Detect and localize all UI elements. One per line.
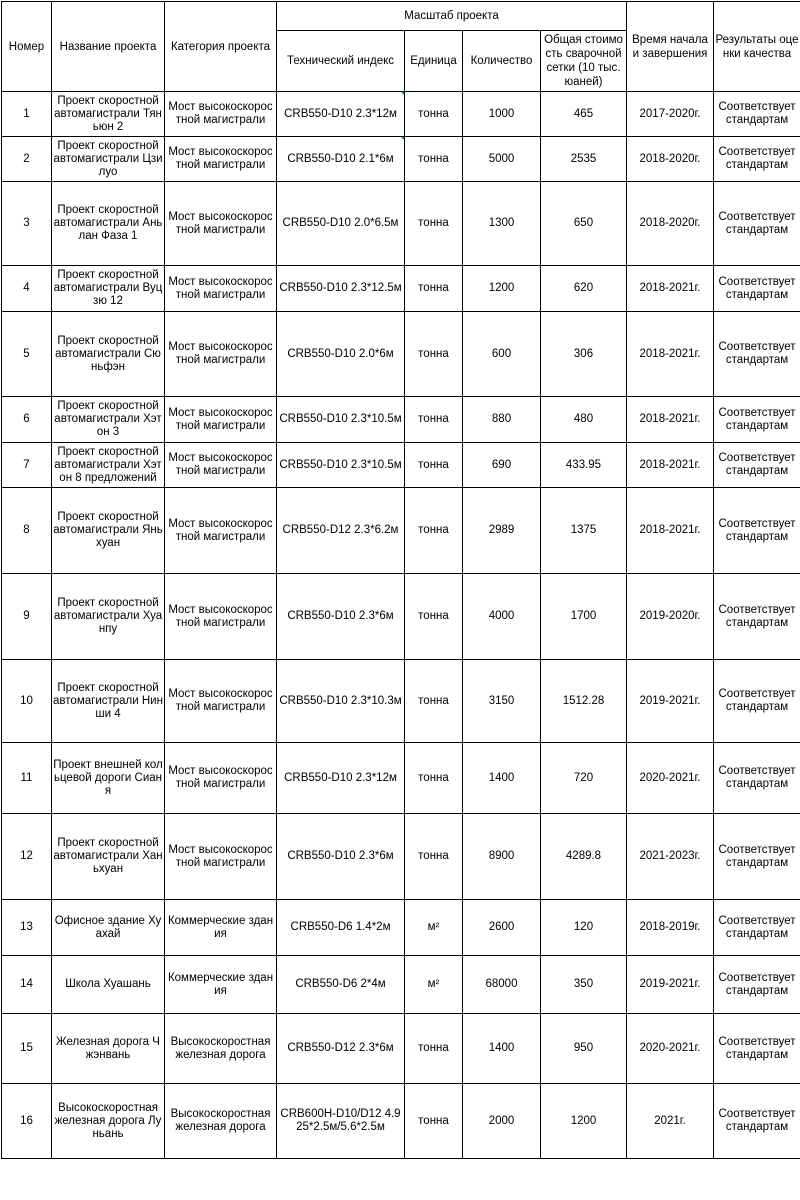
cell-cost: 1512.28	[541, 660, 627, 743]
cell-time: 2018-2021г.	[627, 397, 714, 443]
table-row	[2, 312, 800, 397]
cell-quantity: 1400	[463, 1014, 541, 1084]
cell-cost: 620	[541, 266, 627, 312]
cell-project-name: Проект скоростной автомагистрали Цзилуо	[52, 137, 165, 182]
cell-category: Мост высокоскоростной магистрали	[165, 443, 277, 488]
cell-tech-index: CRB600H-D10/D12 4.925*2.5м/5.6*2.5м	[277, 1084, 405, 1159]
table-row	[2, 660, 800, 743]
cell-tech-index: CRB550-D10 2.0*6м	[277, 312, 405, 397]
cell-category: Мост высокоскоростной магистрали	[165, 92, 277, 137]
cell-unit: тонна	[405, 814, 463, 900]
cell-number: 1	[2, 92, 52, 137]
table-row	[2, 1014, 800, 1084]
table-row	[2, 443, 800, 488]
cell-time: 2018-2021г.	[627, 266, 714, 312]
header-total-cost: Общая стоимость сварочной сетки (10 тыс. юаней)	[541, 31, 627, 92]
cell-tech-index: CRB550-D10 2.3*12.5м	[277, 266, 405, 312]
cell-quantity: 1400	[463, 743, 541, 814]
cell-tech-index: CRB550-D12 2.3*6.2м	[277, 488, 405, 574]
cell-cost: 480	[541, 397, 627, 443]
header-tech-index: Технический индекс	[277, 31, 405, 92]
cell-number: 5	[2, 312, 52, 397]
cell-time: 2018-2019г.	[627, 900, 714, 956]
cell-cost: 1700	[541, 574, 627, 660]
cell-unit: тонна	[405, 312, 463, 397]
cell-project-name: Проект скоростной автомагистрали Вуцзю 12	[52, 266, 165, 312]
cell-category: Коммерческие здания	[165, 900, 277, 956]
header-quantity: Количество	[463, 31, 541, 92]
cell-quality: Соответствует стандартам	[714, 443, 800, 488]
cell-project-name: Проект скоростной автомагистрали Тяньюн 2	[52, 92, 165, 137]
table-row	[2, 1084, 800, 1159]
header-time: Время начала и завершения	[627, 2, 714, 92]
cell-tech-index: CRB550-D10 2.3*12м	[277, 92, 405, 137]
table-row	[2, 814, 800, 900]
cell-unit: тонна	[405, 92, 463, 137]
cell-quality: Соответствует стандартам	[714, 137, 800, 182]
table-row	[2, 743, 800, 814]
cell-category: Мост высокоскоростной магистрали	[165, 397, 277, 443]
cell-time: 2018-2020г.	[627, 182, 714, 266]
cell-quantity: 600	[463, 312, 541, 397]
cell-number: 14	[2, 956, 52, 1014]
cell-cost: 720	[541, 743, 627, 814]
cell-number: 9	[2, 574, 52, 660]
cell-quality: Соответствует стандартам	[714, 92, 800, 137]
cell-number: 16	[2, 1084, 52, 1159]
cell-quality: Соответствует стандартам	[714, 660, 800, 743]
cell-category: Высокоскоростная железная дорога	[165, 1084, 277, 1159]
cell-number: 7	[2, 443, 52, 488]
cell-time: 2018-2021г.	[627, 488, 714, 574]
cell-tech-index: CRB550-D10 2.3*10.5м	[277, 443, 405, 488]
cell-unit: тонна	[405, 443, 463, 488]
cell-quality: Соответствует стандартам	[714, 814, 800, 900]
cell-quantity: 2000	[463, 1084, 541, 1159]
cell-number: 15	[2, 1014, 52, 1084]
cell-category: Мост высокоскоростной магистрали	[165, 574, 277, 660]
cell-category: Мост высокоскоростной магистрали	[165, 266, 277, 312]
cell-project-name: Проект скоростной автомагистрали Яньхуан	[52, 488, 165, 574]
cell-category: Коммерческие здания	[165, 956, 277, 1014]
cell-quality: Соответствует стандартам	[714, 266, 800, 312]
cell-tech-index: CRB550-D6 2*4м	[277, 956, 405, 1014]
table-row	[2, 900, 800, 956]
cell-project-name: Офисное здание Хуахай	[52, 900, 165, 956]
cell-unit: тонна	[405, 660, 463, 743]
cell-time: 2019-2021г.	[627, 956, 714, 1014]
cell-category: Мост высокоскоростной магистрали	[165, 312, 277, 397]
cell-unit: м²	[405, 900, 463, 956]
cell-quantity: 690	[463, 443, 541, 488]
cell-project-name: Проект скоростной автомагистрали Хуанпу	[52, 574, 165, 660]
table-row	[2, 266, 800, 312]
cell-time: 2018-2021г.	[627, 443, 714, 488]
cell-unit: тонна	[405, 397, 463, 443]
cell-cost: 1375	[541, 488, 627, 574]
cell-number: 8	[2, 488, 52, 574]
cell-quality: Соответствует стандартам	[714, 312, 800, 397]
cell-tech-index: CRB550-D10 2.3*6м	[277, 574, 405, 660]
cell-unit: тонна	[405, 1014, 463, 1084]
cell-project-name: Проект скоростной автомагистрали Сюньфэн	[52, 312, 165, 397]
cell-tech-index: CRB550-D10 2.0*6.5м	[277, 182, 405, 266]
table-row	[2, 397, 800, 443]
header-row-top	[2, 2, 800, 31]
table-row	[2, 488, 800, 574]
cell-tech-index: CRB550-D10 2.3*6м	[277, 814, 405, 900]
cell-quality: Соответствует стандартам	[714, 574, 800, 660]
cell-quantity: 1000	[463, 92, 541, 137]
cell-category: Мост высокоскоростной магистрали	[165, 743, 277, 814]
header-category: Категория проекта	[165, 2, 277, 92]
projects-table	[1, 1, 800, 1159]
cell-quality: Соответствует стандартам	[714, 956, 800, 1014]
cell-cost: 433.95	[541, 443, 627, 488]
cell-quality: Соответствует стандартам	[714, 488, 800, 574]
cell-quantity: 2989	[463, 488, 541, 574]
cell-unit: тонна	[405, 488, 463, 574]
cell-cost: 650	[541, 182, 627, 266]
cell-project-name: Проект скоростной автомагистрали Хэтон 8 предложений	[52, 443, 165, 488]
cell-time: 2019-2020г.	[627, 574, 714, 660]
cell-tech-index: CRB550-D10 2.1*6м	[277, 137, 405, 182]
cell-quantity: 880	[463, 397, 541, 443]
cell-cost: 306	[541, 312, 627, 397]
cell-category: Мост высокоскоростной магистрали	[165, 182, 277, 266]
cell-category: Мост высокоскоростной магистрали	[165, 137, 277, 182]
cell-cost: 4289.8	[541, 814, 627, 900]
cell-number: 11	[2, 743, 52, 814]
cell-cost: 2535	[541, 137, 627, 182]
cell-tech-index: CRB550-D10 2.3*10.3м	[277, 660, 405, 743]
cell-quantity: 3150	[463, 660, 541, 743]
cell-category: Мост высокоскоростной магистрали	[165, 488, 277, 574]
cell-time: 2020-2021г.	[627, 1014, 714, 1084]
table-row	[2, 92, 800, 137]
cell-number: 12	[2, 814, 52, 900]
cell-category: Мост высокоскоростной магистрали	[165, 814, 277, 900]
cell-quantity: 68000	[463, 956, 541, 1014]
cell-time: 2017-2020г.	[627, 92, 714, 137]
cell-time: 2021-2023г.	[627, 814, 714, 900]
header-project-name: Название проекта	[52, 2, 165, 92]
cell-tech-index: CRB550-D10 2.3*10.5м	[277, 397, 405, 443]
cell-unit: тонна	[405, 182, 463, 266]
header-quality: Результаты оценки качества	[714, 2, 800, 92]
cell-quantity: 4000	[463, 574, 541, 660]
cell-quantity: 1200	[463, 266, 541, 312]
cell-cost: 350	[541, 956, 627, 1014]
cell-cost: 120	[541, 900, 627, 956]
cell-project-name: Проект скоростной автомагистрали Нинши 4	[52, 660, 165, 743]
cell-project-name: Проект скоростной автомагистрали Аньлан Фаза 1	[52, 182, 165, 266]
cell-project-name: Школа Хуашань	[52, 956, 165, 1014]
cell-unit: тонна	[405, 1084, 463, 1159]
cell-cost: 950	[541, 1014, 627, 1084]
cell-time: 2019-2021г.	[627, 660, 714, 743]
cell-project-name: Проект внешней кольцевой дороги Сианя	[52, 743, 165, 814]
cell-quality: Соответствует стандартам	[714, 182, 800, 266]
table-row	[2, 574, 800, 660]
cell-number: 4	[2, 266, 52, 312]
cell-number: 10	[2, 660, 52, 743]
cell-cost: 465	[541, 92, 627, 137]
cell-quantity: 2600	[463, 900, 541, 956]
header-unit: Единица	[405, 31, 463, 92]
header-scale: Масштаб проекта	[277, 2, 627, 31]
cell-quantity: 8900	[463, 814, 541, 900]
cell-number: 13	[2, 900, 52, 956]
table-row	[2, 182, 800, 266]
cell-category: Высокоскоростная железная дорога	[165, 1014, 277, 1084]
cell-tech-index: CRB550-D10 2.3*12м	[277, 743, 405, 814]
cell-number: 2	[2, 137, 52, 182]
cell-project-name: Железная дорога Чжэнвань	[52, 1014, 165, 1084]
cell-quality: Соответствует стандартам	[714, 397, 800, 443]
cell-category: Мост высокоскоростной магистрали	[165, 660, 277, 743]
cell-unit: тонна	[405, 266, 463, 312]
cell-quantity: 5000	[463, 137, 541, 182]
cell-project-name: Проект скоростной автомагистрали Ханьхуан	[52, 814, 165, 900]
cell-quality: Соответствует стандартам	[714, 743, 800, 814]
cell-number: 6	[2, 397, 52, 443]
cell-project-name: Проект скоростной автомагистрали Хэтон 3	[52, 397, 165, 443]
cell-time: 2021г.	[627, 1084, 714, 1159]
table-row	[2, 137, 800, 182]
cell-unit: м²	[405, 956, 463, 1014]
cell-time: 2018-2021г.	[627, 312, 714, 397]
cell-project-name: Высокоскоростная железная дорога Луньань	[52, 1084, 165, 1159]
cell-tech-index: CRB550-D12 2.3*6м	[277, 1014, 405, 1084]
cell-quality: Соответствует стандартам	[714, 900, 800, 956]
cell-unit: тонна	[405, 574, 463, 660]
cell-cost: 1200	[541, 1084, 627, 1159]
cell-unit: тонна	[405, 743, 463, 814]
cell-tech-index: CRB550-D6 1.4*2м	[277, 900, 405, 956]
cell-time: 2020-2021г.	[627, 743, 714, 814]
header-number: Номер	[2, 2, 52, 92]
table-row	[2, 956, 800, 1014]
cell-quality: Соответствует стандартам	[714, 1014, 800, 1084]
cell-number: 3	[2, 182, 52, 266]
cell-time: 2018-2020г.	[627, 137, 714, 182]
cell-quantity: 1300	[463, 182, 541, 266]
cell-quality: Соответствует стандартам	[714, 1084, 800, 1159]
cell-unit: тонна	[405, 137, 463, 182]
